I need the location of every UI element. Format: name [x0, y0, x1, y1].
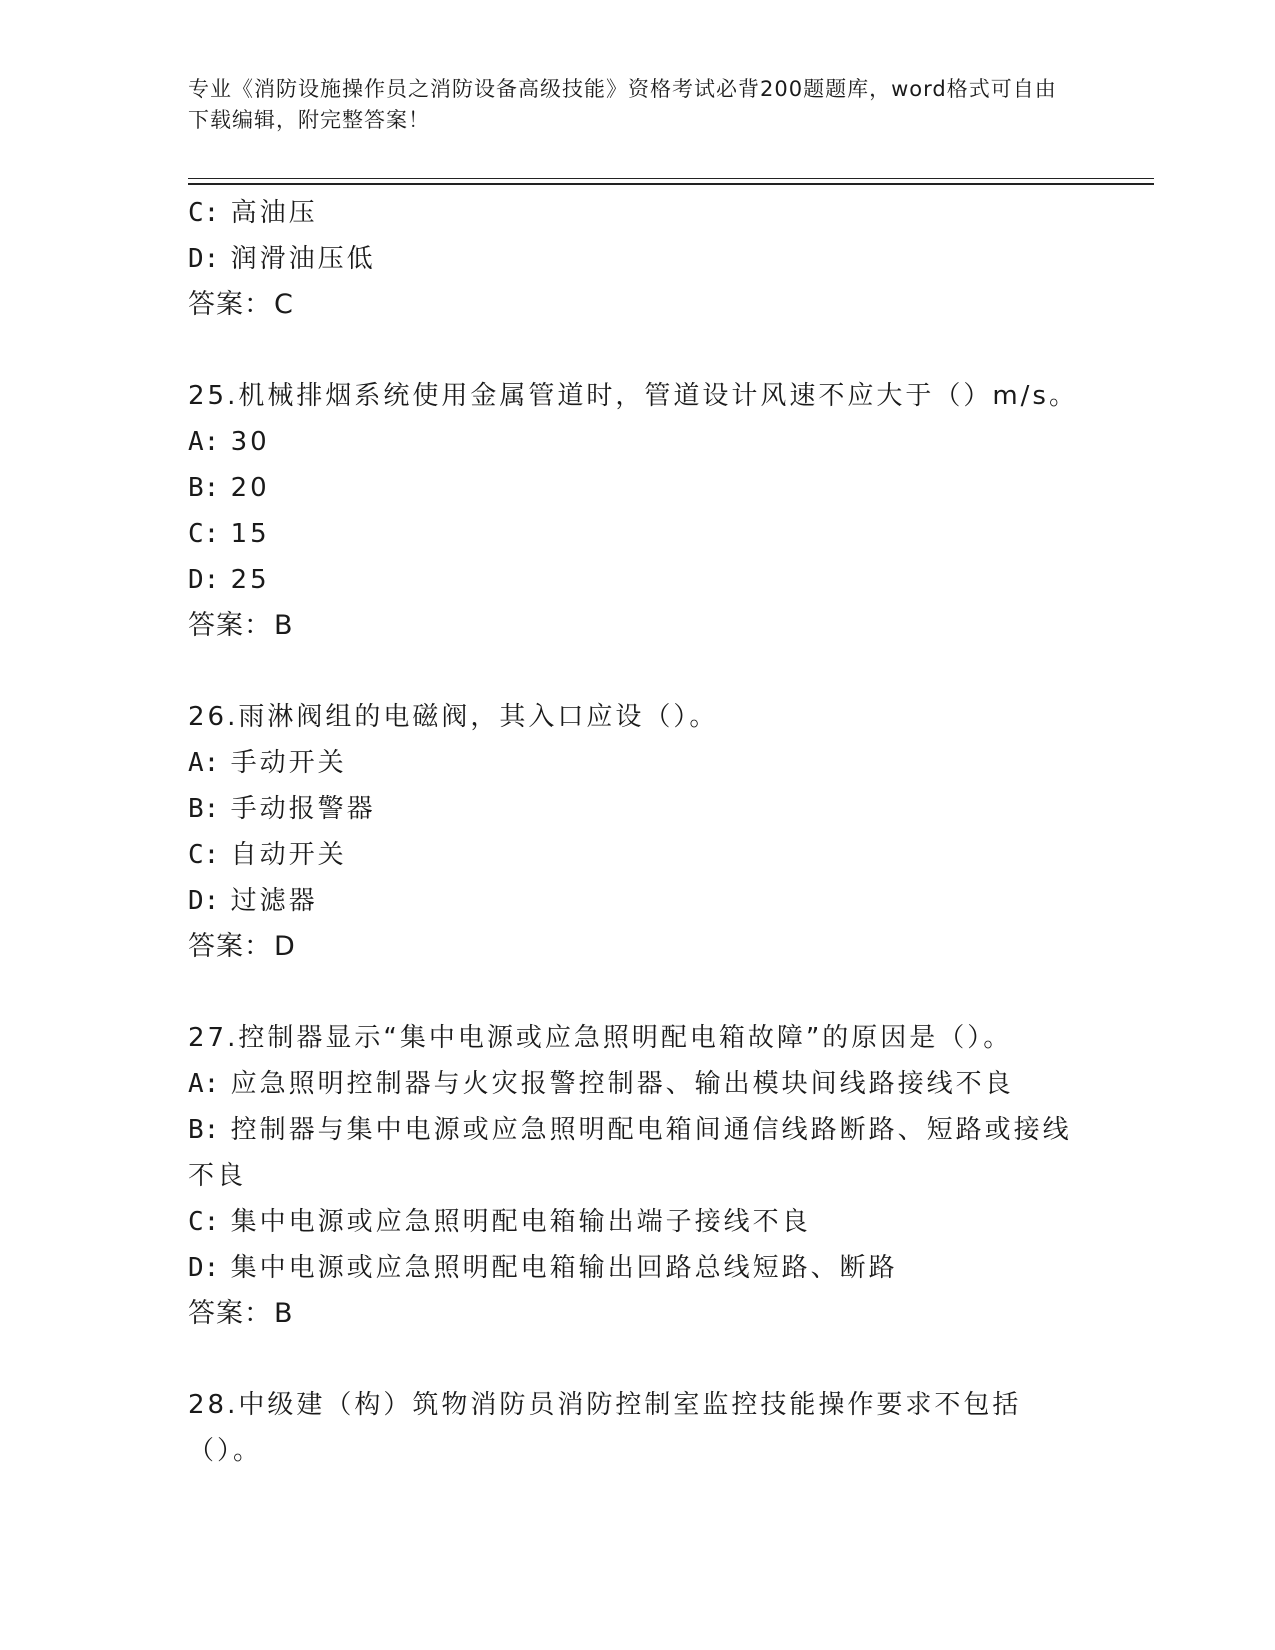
spacer — [188, 970, 1088, 1015]
option-key: B: — [188, 794, 220, 824]
option-text: 过滤器 — [230, 886, 318, 916]
question-list — [188, 190, 1088, 1474]
spacer — [188, 1337, 1088, 1382]
option-key: B: — [188, 473, 220, 503]
option-text: 15 — [230, 519, 270, 549]
spacer — [188, 649, 1088, 694]
q25-option-d — [188, 557, 1088, 603]
option-key: C: — [188, 1207, 220, 1237]
q26-option-a — [188, 740, 1088, 786]
q25-option-b — [188, 465, 1088, 511]
option-text: 20 — [230, 473, 270, 503]
q25-answer — [188, 603, 1088, 649]
answer-value: B — [274, 610, 294, 641]
q26-stem: 26.雨淋阀组的电磁阀，其入口应设（）。 — [188, 702, 719, 732]
q27-answer — [188, 1291, 1088, 1337]
q24-option-c — [188, 190, 1088, 236]
document-header: 专业《消防设施操作员之消防设备高级技能》资格考试必背200题题库，word格式可自由下载编辑，附完整答案！ — [188, 77, 1057, 132]
option-text: 集中电源或应急照明配电箱输出端子接线不良 — [230, 1207, 811, 1237]
answer-value: D — [274, 931, 296, 962]
option-text: 手动开关 — [230, 748, 347, 778]
option-key: A: — [188, 1069, 220, 1099]
header-rule-thick — [188, 183, 1154, 185]
option-key: D: — [188, 244, 220, 274]
answer-label: 答案： — [188, 931, 272, 962]
q26-option-b — [188, 786, 1088, 832]
q25-stem: 25.机械排烟系统使用金属管道时，管道设计风速不应大于（）m/s。 — [188, 381, 1078, 411]
q26-option-d — [188, 878, 1088, 924]
option-key: C: — [188, 519, 220, 549]
option-key: A: — [188, 427, 220, 457]
q27-option-a — [188, 1061, 1088, 1107]
header-rule-thin — [188, 178, 1154, 179]
option-text: 集中电源或应急照明配电箱输出回路总线短路、断路 — [230, 1253, 898, 1283]
answer-label: 答案： — [188, 1298, 272, 1329]
option-key: D: — [188, 886, 220, 916]
option-key: D: — [188, 1253, 220, 1283]
answer-label: 答案： — [188, 289, 272, 320]
q24-option-d — [188, 236, 1088, 282]
option-text: 自动开关 — [230, 840, 347, 870]
q26-option-c — [188, 832, 1088, 878]
q28-stem: 28.中级建（构）筑物消防员消防控制室监控技能操作要求不包括（）。 — [188, 1390, 1022, 1466]
answer-label: 答案： — [188, 610, 272, 641]
option-text: 25 — [230, 565, 270, 595]
option-text: 润滑油压低 — [230, 244, 376, 274]
spacer — [188, 328, 1088, 373]
option-key: C: — [188, 198, 220, 228]
option-text: 应急照明控制器与火灾报警控制器、输出模块间线路接线不良 — [230, 1069, 1014, 1099]
option-key: D: — [188, 565, 220, 595]
q25-option-c — [188, 511, 1088, 557]
option-text: 30 — [230, 427, 270, 457]
q27-option-d — [188, 1245, 1088, 1291]
q27-stem: 27.控制器显示“集中电源或应急照明配电箱故障”的原因是（）。 — [188, 1023, 1013, 1053]
q24-answer — [188, 282, 1088, 328]
q25-option-a — [188, 419, 1088, 465]
option-key: C: — [188, 840, 220, 870]
q26-answer — [188, 924, 1088, 970]
option-key: A: — [188, 748, 220, 778]
q27-option-c — [188, 1199, 1088, 1245]
answer-value: C — [274, 289, 294, 320]
q27-option-b — [188, 1107, 1088, 1199]
option-text: 高油压 — [230, 198, 318, 228]
answer-value: B — [274, 1298, 294, 1329]
option-text: 控制器与集中电源或应急照明配电箱间通信线路断路、短路或接线不良 — [188, 1115, 1072, 1191]
option-key: B: — [188, 1115, 220, 1145]
option-text: 手动报警器 — [230, 794, 376, 824]
